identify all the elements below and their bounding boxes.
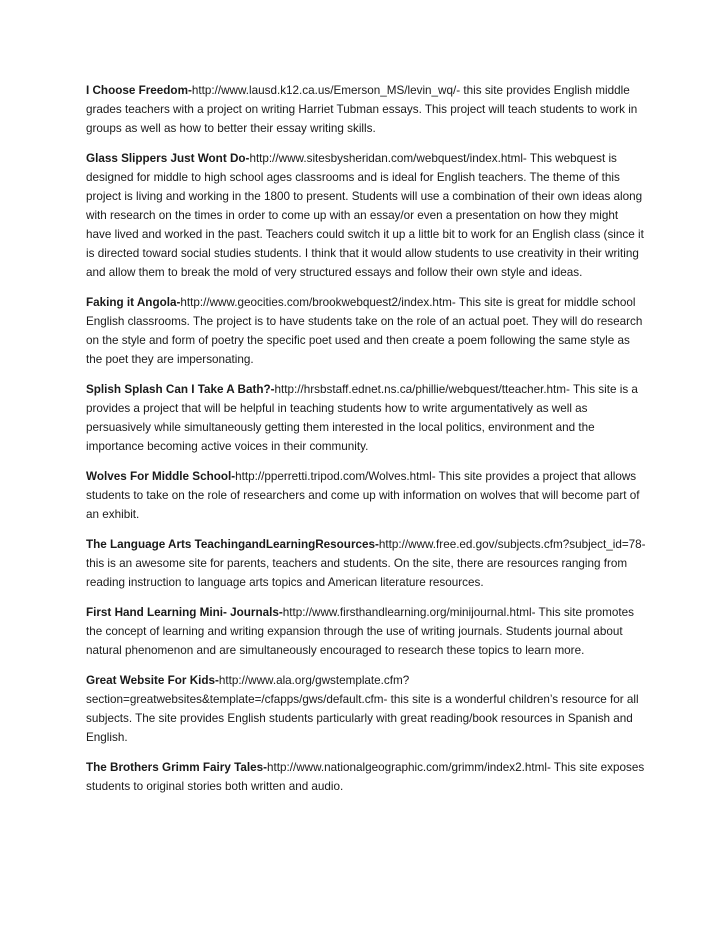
entry-body: http://www.firsthandlearning.org/minijournal.html- This site promotes the concept of learning and writing expansion through the use of writing journals. Students journal about natural phenomenon and are simultaneously encouraged to research these topics to learn more. bbox=[86, 606, 634, 657]
entry-splish-splash bbox=[86, 380, 646, 456]
entry-title: Wolves For Middle School- bbox=[86, 470, 236, 483]
entry-body: http://hrsbstaff.ednet.ns.ca/phillie/webquest/tteacher.htm- This site is a provides a project that will be helpful in teaching students how to write argumentatively as well as persuasively while simultaneously getting them interested in the local politics, environment and the importance becoming active voices in their community. bbox=[86, 383, 638, 453]
entry-faking-it-angola bbox=[86, 293, 646, 369]
entry-body: http://www.free.ed.gov/subjects.cfm?subject_id=78- this is an awesome site for parents, teachers and students. On the site, there are resources ranging from reading instruction to language arts topics and American literature resources. bbox=[86, 538, 646, 589]
entry-body: http://www.nationalgeographic.com/grimm/index2.html- This site exposes students to original stories both written and audio. bbox=[86, 761, 645, 793]
entry-body: http://www.sitesbysheridan.com/webquest/index.html- This webquest is designed for middle to high school ages classrooms and is ideal for English teachers. The theme of this project is living and working in the 1800 to present. Students will use a combination of their own ideas along with research on the times in order to come up with an essay/or even a presentation on how they might have lived and worked in the past. Teachers could switch it up a little bit to work for an English class (since it is directed toward social studies students. I think that it would allow students to use creativity in their writing and allow them to break the mold of very structured essays and follow their own style and ideas. bbox=[86, 152, 644, 279]
entry-title: The Language Arts TeachingandLearningResources- bbox=[86, 538, 379, 551]
entry-great-website-for-kids bbox=[86, 671, 646, 747]
entry-i-choose-freedom bbox=[86, 81, 646, 138]
entry-title: First Hand Learning Mini- Journals- bbox=[86, 606, 283, 619]
entry-brothers-grimm bbox=[86, 758, 646, 796]
entry-title: Faking it Angola- bbox=[86, 296, 181, 309]
entry-body: http://www.geocities.com/brookwebquest2/index.htm- This site is great for middle school English classrooms. The project is to have students take on the role of an actual poet. They will do research on the style and form of poetry the specific poet used and then create a poem following the same style as the poet they are impersonating. bbox=[86, 296, 643, 366]
entry-body: http://pperretti.tripod.com/Wolves.html- This site provides a project that allows students to take on the role of researchers and come up with information on wolves that will become part of an exhibit. bbox=[86, 470, 640, 521]
entry-title: Splish Splash Can I Take A Bath?- bbox=[86, 383, 275, 396]
entry-glass-slippers bbox=[86, 149, 646, 282]
entry-body: http://www.lausd.k12.ca.us/Emerson_MS/levin_wq/- this site provides English middle grades teachers with a project on writing Harriet Tubman essays. This project will teach students to work in groups as well as how to better their essay writing skills. bbox=[86, 84, 638, 135]
entry-title: Glass Slippers Just Wont Do- bbox=[86, 152, 250, 165]
entry-title: The Brothers Grimm Fairy Tales- bbox=[86, 761, 267, 774]
entry-language-arts bbox=[86, 535, 646, 592]
document-page bbox=[86, 81, 646, 807]
entry-wolves bbox=[86, 467, 646, 524]
entry-title: Great Website For Kids- bbox=[86, 674, 219, 687]
entry-first-hand-learning bbox=[86, 603, 646, 660]
entry-body: http://www.ala.org/gwstemplate.cfm?section=greatwebsites&template=/cfapps/gws/default.cfm- this site is a wonderful children’s resource for all subjects. The site provides English students particularly with great reading/book resources in Spanish and English. bbox=[86, 674, 639, 744]
entry-title: I Choose Freedom- bbox=[86, 84, 192, 97]
